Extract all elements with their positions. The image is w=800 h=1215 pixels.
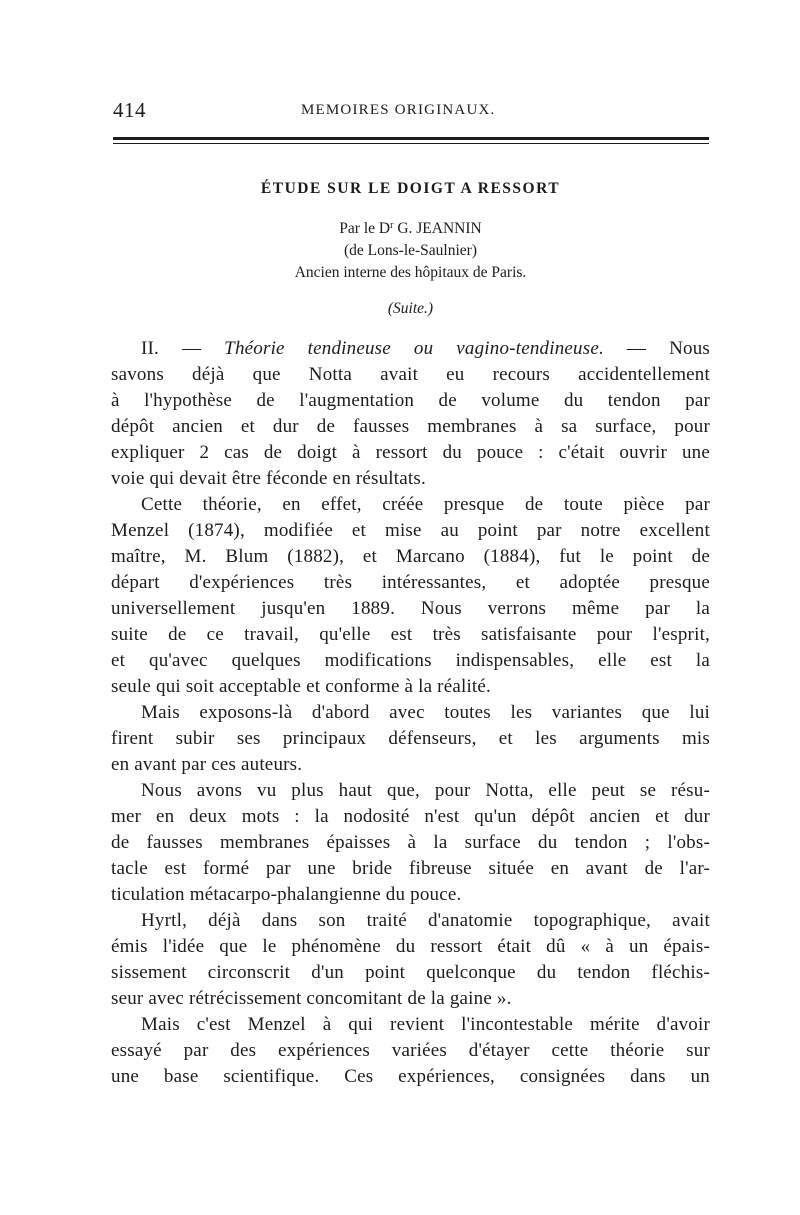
body-line: sissement circonscrit d'un point quelconque du tendon fléchis- xyxy=(111,962,710,983)
body-line: suite de ce travail, qu'elle est très satisfaisante pour l'esprit, xyxy=(111,624,710,645)
body-line: savons déjà que Notta avait eu recours accidentellement xyxy=(111,364,710,385)
body-line: essayé par des expériences variées d'étayer cette théorie sur xyxy=(111,1040,710,1061)
body-line: départ d'expériences très intéressantes, et adoptée presque xyxy=(111,572,710,593)
header-rule-thin xyxy=(113,143,709,144)
body-line: et qu'avec quelques modifications indispensables, elle est la xyxy=(111,650,710,671)
body-line: Hyrtl, déjà dans son traité d'anatomie topographique, avait xyxy=(141,910,710,931)
body-line: dépôt ancien et dur de fausses membranes à sa surface, pour xyxy=(111,416,710,437)
byline-location: (de Lons-le-Saulnier) xyxy=(344,242,477,259)
byline-sup: r xyxy=(390,220,394,231)
body-line: Mais exposons-là d'abord avec toutes les variantes que lui xyxy=(141,702,710,723)
article-title: ÉTUDE SUR LE DOIGT A RESSORT xyxy=(260,180,561,197)
byline-author-line xyxy=(113,218,708,240)
body-line: de fausses membranes épaisses à la surface du tendon ; l'obs- xyxy=(111,832,710,853)
body-line xyxy=(111,336,710,362)
body-line: expliquer 2 cas de doigt à ressort du pouce : c'était ouvrir une xyxy=(111,442,710,463)
body-line: tacle est formé par une bride fibreuse située en avant de l'ar- xyxy=(111,858,710,879)
header-rule-thick xyxy=(113,137,709,140)
body-line: en avant par ces auteurs. xyxy=(111,754,303,775)
body-line: seule qui soit acceptable et conforme à la réalité. xyxy=(111,676,491,697)
section-lead: — Nous xyxy=(603,338,710,359)
body-line: à l'hypothèse de l'augmentation de volume du tendon par xyxy=(111,390,710,411)
body-line: voie qui devait être féconde en résultats. xyxy=(111,468,426,489)
body-line: Cette théorie, en effet, créée presque de toute pièce par xyxy=(141,494,710,515)
running-head xyxy=(113,98,708,126)
byline-position: Ancien interne des hôpitaux de Paris. xyxy=(294,264,527,281)
body-line: mer en deux mots : la nodosité n'est qu'un dépôt ancien et dur xyxy=(111,806,710,827)
body-line: universellement jusqu'en 1889. Nous verrons même par la xyxy=(111,598,710,619)
body-line: Mais c'est Menzel à qui revient l'incontestable mérite d'avoir xyxy=(141,1014,710,1035)
suite-label: (Suite.) xyxy=(387,300,434,317)
section-heading: Théorie tendineuse ou vagino-tendineuse. xyxy=(224,338,604,359)
body-line: Menzel (1874), modifiée et mise au point par notre excellent xyxy=(111,520,710,541)
body-line: Nous avons vu plus haut que, pour Notta, elle peut se résu- xyxy=(141,780,710,801)
body-line: firent subir ses principaux défenseurs, et les arguments mis xyxy=(111,728,710,749)
page-number: 414 xyxy=(113,98,146,122)
byline xyxy=(113,218,708,284)
body-line: seur avec rétrécissement concomitant de la gaine ». xyxy=(111,988,512,1009)
body-line: maître, M. Blum (1882), et Marcano (1884), fut le point de xyxy=(111,546,710,567)
running-title: MEMOIRES ORIGINAUX. xyxy=(301,102,496,118)
body-line: une base scientifique. Ces expériences, consignées dans un xyxy=(111,1066,710,1087)
body-line: émis l'idée que le phénomène du ressort était dû « à un épais- xyxy=(111,936,710,957)
body-text xyxy=(111,336,710,1090)
section-number: II. — xyxy=(141,338,225,359)
body-line: ticulation métacarpo-phalangienne du pouce. xyxy=(111,884,462,905)
byline-prefix: Par le D xyxy=(339,220,391,237)
byline-author: G. JEANNIN xyxy=(393,220,482,237)
